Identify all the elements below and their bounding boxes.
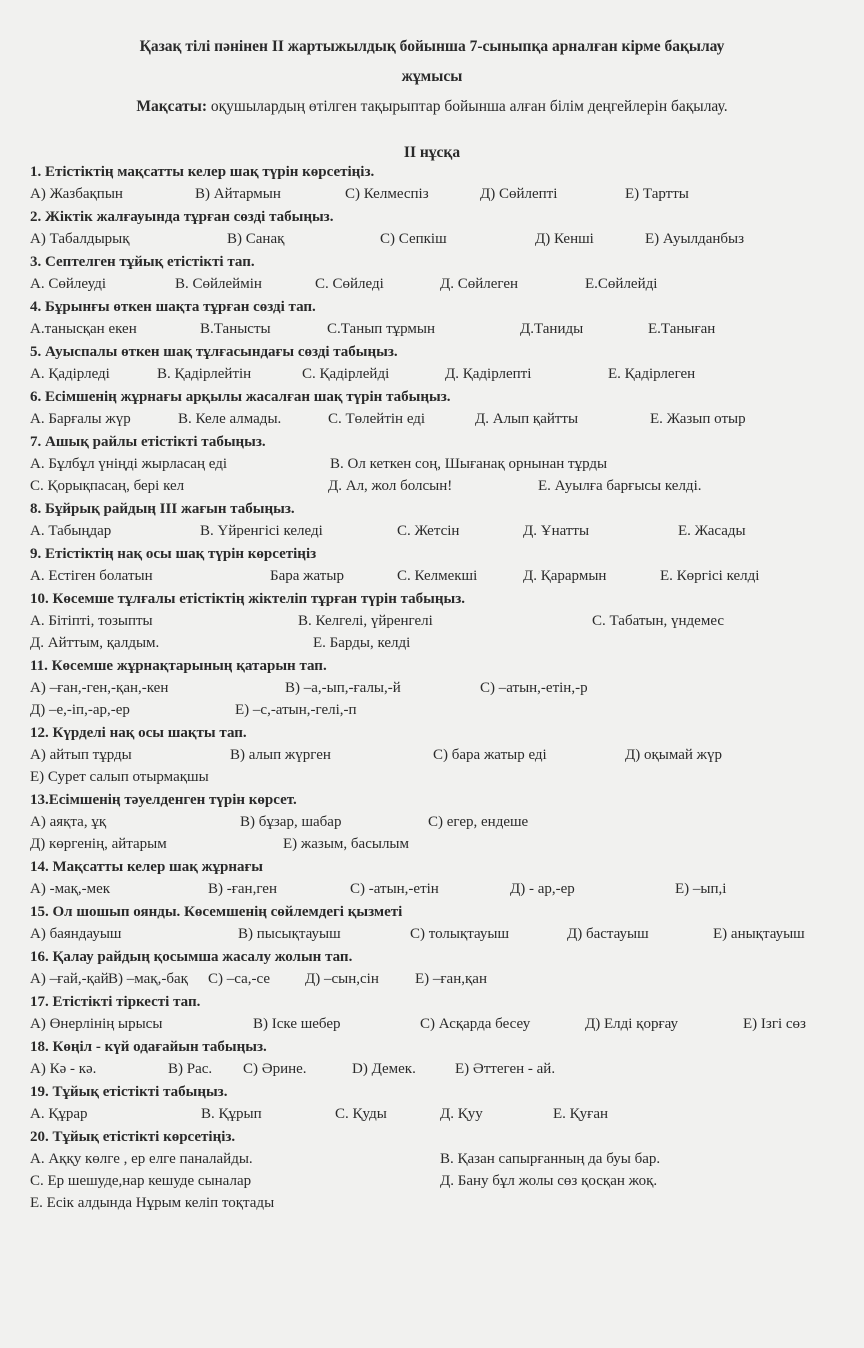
answer-option: Д) Кенші bbox=[535, 231, 594, 247]
answer-option: Д. Бану бұл жолы сөз қосқан жоқ. bbox=[440, 1173, 658, 1189]
answer-row bbox=[30, 565, 844, 587]
answer-option: Д. Қарармын bbox=[523, 568, 607, 584]
answer-option: С. Келмекші bbox=[397, 568, 478, 584]
answer-option: Е. Қадірлеген bbox=[608, 366, 696, 382]
answer-row bbox=[30, 744, 844, 766]
answer-option: С) Келмеспіз bbox=[345, 186, 429, 202]
answer-option: Е. Ауылға барғысы келді. bbox=[538, 478, 702, 494]
question-title: 4. Бұрынғы өткен шақта тұрған сөзді тап. bbox=[30, 299, 316, 315]
answer-option: Е) Сурет салып отырмақшы bbox=[30, 769, 209, 785]
answer-option: А) –ған,-ген,-қан,-кен bbox=[30, 680, 169, 696]
answer-option: С. Сөйледі bbox=[315, 276, 384, 292]
answer-option: С) толықтауыш bbox=[410, 926, 510, 942]
answer-option: Д. Қуу bbox=[440, 1106, 483, 1122]
answer-row bbox=[30, 1013, 844, 1035]
answer-option: С) Асқарда бесеу bbox=[420, 1016, 531, 1032]
answer-option: Д) оқымай жүр bbox=[625, 747, 723, 763]
answer-row bbox=[30, 228, 844, 250]
answer-option: С. Табатын, үндемес bbox=[592, 613, 725, 629]
answer-option: Е) –с,-атын,-гелі,-п bbox=[235, 702, 357, 718]
answer-option: С. Қадірлейді bbox=[302, 366, 390, 382]
question-title: 2. Жіктік жалғауында тұрған сөзді табыңыз. bbox=[30, 209, 334, 225]
question-title: 6. Есімшенің жұрнағы арқылы жасалған шақ түрін табыңыз. bbox=[30, 389, 451, 405]
question-title: 5. Ауыспалы өткен шақ тұлғасындағы сөзді табыңыз. bbox=[30, 344, 398, 360]
answer-option: А. Естіген болатын bbox=[30, 568, 153, 584]
answer-option: С) бара жатыр еді bbox=[433, 747, 547, 763]
question-title: 3. Септелген тұйық етістікті тап. bbox=[30, 254, 255, 270]
question-title: 9. Етістіктің нақ осы шақ түрін көрсетіңіз bbox=[30, 546, 317, 562]
answer-row bbox=[30, 1148, 844, 1170]
answer-option: С.Танып тұрмын bbox=[327, 321, 436, 337]
answer-option: Е. Қуған bbox=[553, 1106, 609, 1122]
answer-option: В) –мақ,-бақ bbox=[108, 971, 188, 987]
answer-option: А) аяқта, ұқ bbox=[30, 814, 107, 830]
answer-row bbox=[30, 878, 844, 900]
question-11 bbox=[30, 656, 844, 723]
answer-option: Д. Ал, жол болсын! bbox=[328, 478, 453, 494]
answer-option: А. Құрар bbox=[30, 1106, 88, 1122]
answer-row bbox=[30, 273, 844, 295]
answer-option: В.Танысты bbox=[200, 321, 271, 337]
question-spacer bbox=[30, 1214, 844, 1216]
question-title: 7. Ашық райлы етістікті табыңыз. bbox=[30, 434, 266, 450]
question-12 bbox=[30, 723, 844, 790]
answer-row bbox=[30, 183, 844, 205]
answer-option: С) –са,-се bbox=[208, 971, 270, 987]
answer-option: В. Қазан сапырғанның да буы бар. bbox=[440, 1151, 661, 1167]
answer-option: С. Ер шешуде,нар кешуде сыналар bbox=[30, 1173, 252, 1189]
answer-option: Д. Алып қайтты bbox=[475, 411, 579, 427]
question-title: 20. Тұйық етістікті көрсетіңіз. bbox=[30, 1129, 236, 1145]
answer-option: А) Табалдырық bbox=[30, 231, 130, 247]
answer-row bbox=[30, 1170, 844, 1192]
answer-row bbox=[30, 766, 844, 788]
question-4 bbox=[30, 297, 844, 342]
question-8 bbox=[30, 499, 844, 544]
document-header bbox=[0, 0, 864, 122]
purpose-line bbox=[0, 92, 864, 122]
answer-option: В) Рас. bbox=[168, 1061, 213, 1077]
question-6 bbox=[30, 387, 844, 432]
answer-option: Д. Айттым, қалдым. bbox=[30, 635, 160, 651]
question-title: 18. Көңіл - күй одағайын табыңыз. bbox=[30, 1039, 267, 1055]
question-title: 11. Көсемше жұрнақтарының қатарын тап. bbox=[30, 658, 327, 674]
answer-option: А. Бұлбұл үніңді жырласаң еді bbox=[30, 456, 227, 472]
answer-option: А. Сөйлеуді bbox=[30, 276, 106, 292]
question-2 bbox=[30, 207, 844, 252]
question-13 bbox=[30, 790, 844, 857]
answer-option: D) Демек. bbox=[352, 1061, 416, 1077]
answer-option: Д) –е,-іп,-ар,-ер bbox=[30, 702, 130, 718]
answer-option: Е.Таныған bbox=[648, 321, 716, 337]
answer-row bbox=[30, 833, 844, 855]
answer-option: В. Ол кеткен соң, Шығанақ орнынан тұрды bbox=[330, 456, 608, 472]
question-17 bbox=[30, 992, 844, 1037]
answer-option: Е) Әттеген - ай. bbox=[455, 1061, 556, 1077]
answer-option: Д) Сөйлепті bbox=[480, 186, 558, 202]
answer-option: С) Әрине. bbox=[243, 1061, 307, 1077]
answer-option: С) Сепкіш bbox=[380, 231, 447, 247]
answer-option: Д) - ар,-ер bbox=[510, 881, 575, 897]
question-3 bbox=[30, 252, 844, 297]
question-title: 13.Есімшенің тәуелденген түрін көрсет. bbox=[30, 792, 297, 808]
answer-option: В. Сөйлеймін bbox=[175, 276, 262, 292]
answer-option: А. Барғалы жүр bbox=[30, 411, 131, 427]
answer-option: Е) Ізгі сөз bbox=[743, 1016, 806, 1032]
question-title: 17. Етістікті тіркесті тап. bbox=[30, 994, 201, 1010]
answer-option: Д. Қадірлепті bbox=[445, 366, 532, 382]
answer-option: А) Кә - кә. bbox=[30, 1061, 97, 1077]
answer-option: А. Бітіпті, тозыпты bbox=[30, 613, 153, 629]
question-1 bbox=[30, 162, 844, 207]
question-title: 10. Көсемше тұлғалы етістіктің жіктеліп тұрған түрін табыңыз. bbox=[30, 591, 465, 607]
question-5 bbox=[30, 342, 844, 387]
answer-option: Е. Жасады bbox=[678, 523, 746, 539]
question-title: 12. Күрделі нақ осы шақты тап. bbox=[30, 725, 247, 741]
answer-option: А. Қадірледі bbox=[30, 366, 110, 382]
answer-option: В. Қадірлейтін bbox=[157, 366, 252, 382]
question-7 bbox=[30, 432, 844, 499]
question-10 bbox=[30, 589, 844, 656]
answer-option: Д) Елді қорғау bbox=[585, 1016, 679, 1032]
answer-option: Е. Барды, келді bbox=[313, 635, 411, 651]
answer-option: А) айтып тұрды bbox=[30, 747, 132, 763]
purpose-label: Мақсаты: bbox=[136, 98, 207, 115]
answer-option: Е) –ған,қан bbox=[415, 971, 487, 987]
answer-option: В) бұзар, шабар bbox=[240, 814, 342, 830]
answer-row bbox=[30, 811, 844, 833]
answer-row bbox=[30, 610, 844, 632]
answer-option: В. Үйренгісі келеді bbox=[200, 523, 323, 539]
answer-option: А. Табыңдар bbox=[30, 523, 112, 539]
answer-row bbox=[30, 363, 844, 385]
answer-option: В. Құрып bbox=[201, 1106, 262, 1122]
answer-row bbox=[30, 968, 844, 990]
answer-option: Е. Жазып отыр bbox=[650, 411, 746, 427]
document-title-line2: жұмысы bbox=[401, 68, 463, 85]
answer-option: В) -ған,ген bbox=[208, 881, 277, 897]
purpose-text: оқушылардың өтілген тақырыптар бойынша алған білім деңгейлерін бақылау. bbox=[206, 98, 728, 115]
answer-option: А.танысқан екен bbox=[30, 321, 137, 337]
answer-option: А) Жазбақпын bbox=[30, 186, 123, 202]
answer-option: Е.Сөйлейді bbox=[585, 276, 658, 292]
answer-row bbox=[30, 677, 844, 699]
answer-option: А) -мақ,-мек bbox=[30, 881, 111, 897]
answer-option: В) пысықтауыш bbox=[238, 926, 341, 942]
question-title: 1. Етістіктің мақсатты келер шақ түрін көрсетіңіз. bbox=[30, 164, 375, 180]
answer-option: Е) Тартты bbox=[625, 186, 689, 202]
answer-option: А) Өнерлінің ырысы bbox=[30, 1016, 163, 1032]
answer-option: Д) көргенің, айтарым bbox=[30, 836, 167, 852]
question-15 bbox=[30, 902, 844, 947]
answer-option: Д) бастауыш bbox=[567, 926, 649, 942]
answer-row bbox=[30, 1192, 844, 1214]
question-title: 15. Ол шошып оянды. Көсемшенің сөйлемдегі қызметі bbox=[30, 904, 403, 920]
answer-option: Е) Ауылданбыз bbox=[645, 231, 745, 247]
answer-option: Бара жатыр bbox=[270, 568, 344, 584]
answer-option: Е. Көргісі келді bbox=[660, 568, 760, 584]
answer-option: С. Жетсін bbox=[397, 523, 460, 539]
answer-option: А) баяндауыш bbox=[30, 926, 122, 942]
answer-row bbox=[30, 453, 844, 475]
answer-option: Е) –ып,і bbox=[675, 881, 727, 897]
answer-option: А) –ғай,-қай bbox=[30, 971, 109, 987]
answer-row bbox=[30, 318, 844, 340]
answer-option: А. Аққу көлге , ер елге паналайды. bbox=[30, 1151, 253, 1167]
answer-option: Д. Сөйлеген bbox=[440, 276, 519, 292]
question-title: 14. Мақсатты келер шақ жұрнағы bbox=[30, 859, 263, 875]
answer-option: С) егер, ендеше bbox=[428, 814, 529, 830]
answer-row bbox=[30, 699, 844, 721]
answer-option: В) Санақ bbox=[227, 231, 285, 247]
answer-row bbox=[30, 1103, 844, 1125]
answer-row bbox=[30, 632, 844, 654]
question-title: 19. Тұйық етістікті табыңыз. bbox=[30, 1084, 228, 1100]
answer-option: С. Төлейтін еді bbox=[328, 411, 426, 427]
answer-option: Д) –сын,сін bbox=[305, 971, 379, 987]
variant-label: ІІ нұсқа bbox=[403, 144, 461, 161]
question-14 bbox=[30, 857, 844, 902]
answer-option: В) Айтармын bbox=[195, 186, 281, 202]
answer-option: В) –а,-ып,-ғалы,-й bbox=[285, 680, 401, 696]
question-title: 16. Қалау райдың қосымша жасалу жолын тап. bbox=[30, 949, 353, 965]
question-title: 8. Бұйрық райдың ІІІ жағын табыңыз. bbox=[30, 501, 295, 517]
answer-option: С) -атын,-етін bbox=[350, 881, 439, 897]
question-19 bbox=[30, 1082, 844, 1127]
answer-option: В) Іске шебер bbox=[253, 1016, 341, 1032]
question-9 bbox=[30, 544, 844, 589]
answer-option: Д. Ұнатты bbox=[523, 523, 590, 539]
answer-option: Е) жазым, басылым bbox=[283, 836, 410, 852]
answer-option: В. Келгелі, үйренгелі bbox=[298, 613, 433, 629]
answer-option: Е. Есік алдында Нұрым келіп тоқтады bbox=[30, 1195, 275, 1211]
document-title-line1: Қазақ тілі пәнінен ІІ жартыжылдық бойынша 7-сыныпқа арналған кірме бақылау bbox=[139, 38, 725, 55]
answer-option: В. Келе алмады. bbox=[178, 411, 282, 427]
answer-option: С. Қуды bbox=[335, 1106, 387, 1122]
answer-row bbox=[30, 475, 844, 497]
question-18 bbox=[30, 1037, 844, 1082]
question-20 bbox=[30, 1127, 844, 1216]
answer-row bbox=[30, 520, 844, 542]
answer-option: С. Қорықпасаң, бері кел bbox=[30, 478, 185, 494]
answer-option: С) –атын,-етін,-р bbox=[480, 680, 588, 696]
question-16 bbox=[30, 947, 844, 992]
answer-option: Е) анықтауыш bbox=[713, 926, 805, 942]
answer-row bbox=[30, 408, 844, 430]
question-list bbox=[30, 162, 844, 1216]
answer-option: Д.Таниды bbox=[520, 321, 584, 337]
answer-row bbox=[30, 923, 844, 945]
answer-option: В) алып жүрген bbox=[230, 747, 331, 763]
answer-row bbox=[30, 1058, 844, 1080]
